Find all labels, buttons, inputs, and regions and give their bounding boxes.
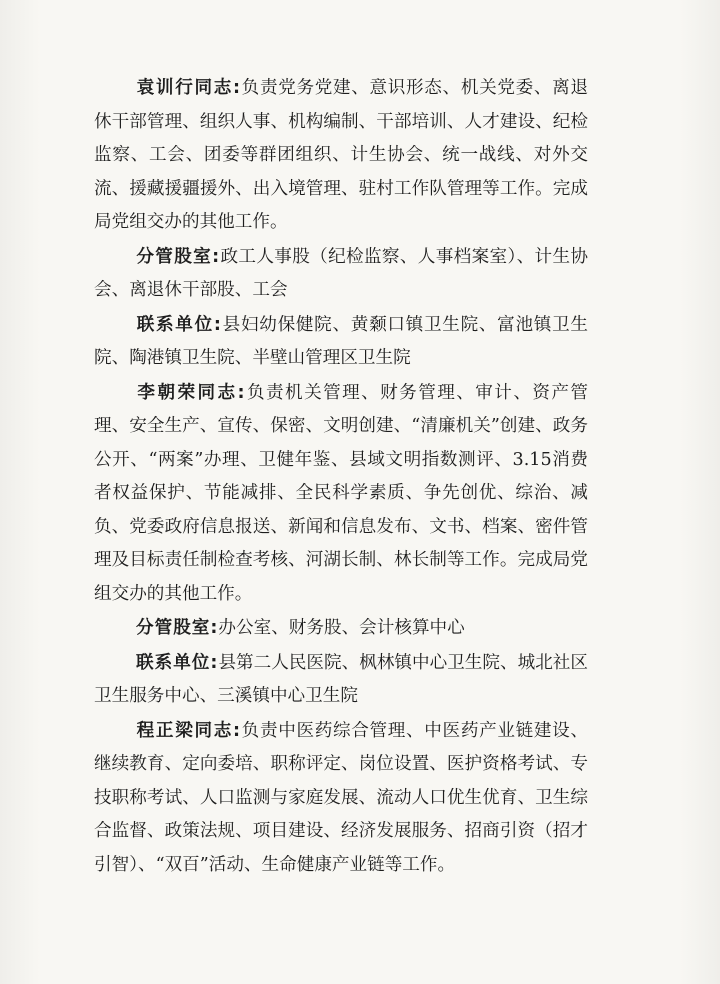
section-2-dept-value: 办公室、财务股、会计核算中心 — [218, 618, 465, 638]
section-3-duty-text: 负责中医药综合管理、中医药产业链建设、继续教育、定向委培、职称评定、岗位设置、医护资格考试、专技职称考试、人口监测与家庭发展、流动人口优生优育、卫生综合监督、政策法规、项目建设、经济发展服务、招商引资（招才引智）、“双百”活动、生命健康产业链等工作。 — [94, 720, 588, 875]
section-2-unit-label: 联系单位: — [136, 652, 219, 673]
section-1-unit-value: 县妇幼保健院、黄颡口镇卫生院、富池镇卫生院、陶港镇卫生院、半壁山管理区卫生院 — [94, 314, 588, 368]
section-2-name: 李朝荣同志: — [136, 382, 246, 403]
section-1-duty — [94, 72, 588, 240]
section-2-unit-value: 县第二人民医院、枫林镇中心卫生院、城北社区卫生服务中心、三溪镇中心卫生院 — [94, 652, 588, 706]
section-1-duty-text: 负责党务党建、意识形态、机关党委、离退休干部管理、组织人事、机构编制、干部培训、人才建设、纪检监察、工会、团委等群团组织、计生协会、统一战线、对外交流、援藏援疆援外、出入境管理、驻村工作队管理等工作。完成局党组交办的其他工作。 — [94, 78, 588, 232]
section-1-unit — [94, 309, 588, 376]
section-1-unit-label: 联系单位: — [136, 314, 222, 335]
section-2-dept — [94, 612, 588, 646]
section-3-duty — [94, 715, 588, 883]
section-3-name: 程正梁同志: — [136, 720, 242, 741]
section-2-dept-label: 分管股室: — [136, 618, 219, 638]
section-1-dept-label: 分管股室: — [136, 246, 221, 267]
section-2-unit — [94, 647, 588, 714]
section-1-dept-value: 政工人事股（纪检监察、人事档案室）、计生协会、离退休干部股、工会 — [94, 246, 588, 300]
section-1-dept — [94, 241, 588, 308]
section-2-duty — [94, 377, 588, 612]
section-2-duty-text: 负责机关管理、财务管理、审计、资产管理、安全生产、宣传、保密、文明创建、“清廉机关”创建、政务公开、“两案”办理、卫健年鉴、县域文明指数测评、3.15消费者权益保护、节能减排、全民科学素质、争先创优、综治、减负、党委政府信息报送、新闻和信息发布、文书、档案、密件管理及目标责任制检查考核、河湖长制、林长制等工作。完成局党组交办的其他工作。 — [94, 382, 588, 604]
section-1-name: 袁训行同志: — [136, 78, 242, 98]
